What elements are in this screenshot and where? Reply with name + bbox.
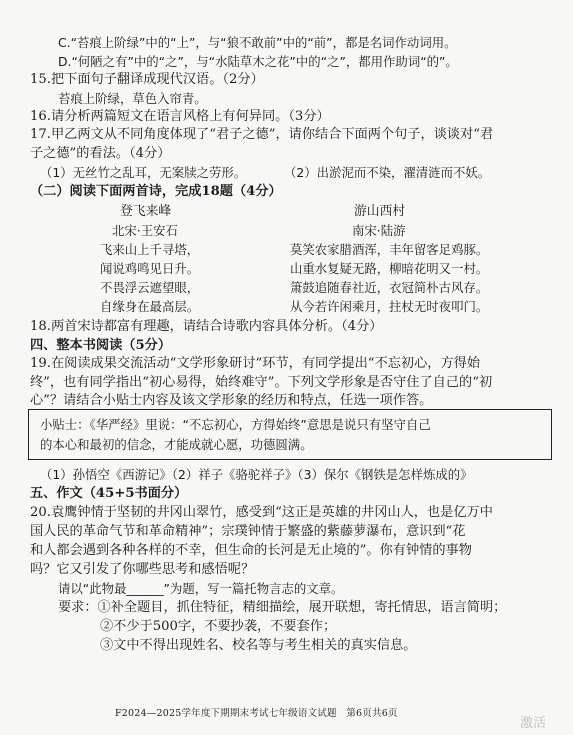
poem-2-line: 莫笑农家腊酒浑，丰年留客足鸡豚。	[290, 242, 489, 257]
poem-2-line: 从今若许闲乘月，拄杖无时夜叩门。	[290, 299, 489, 314]
title-suffix: ”为题，写一篇托物言志的文章。	[163, 581, 344, 596]
poem-2-title: 游山西村	[354, 204, 406, 219]
question-17-line2: 子之德”的看法。（4分）	[30, 146, 171, 161]
question-20-title-prompt	[58, 580, 343, 597]
option-c: C.“苔痕上阶绿”中的“上”，与“狼不敢前”中的“前”，都是名词作动词用。	[58, 35, 457, 50]
question-20-line2: 国人民的革命气节和革命精神”；宗璞钟情于繁盛的紫藤萝瀑布，意识到“花	[30, 524, 466, 539]
poem-2-author: 南宋·陆游	[352, 223, 406, 238]
title-prefix: 请以“此物最	[58, 581, 127, 596]
question-19-options: （1）孙悟空《西游记》（2）祥子《骆驼祥子》（3）保尔《钢铁是怎样炼成的》	[40, 467, 473, 482]
poem-2-line: 山重水复疑无路，柳暗花明又一村。	[290, 261, 489, 276]
question-19-line3: 心”？请结合小贴士内容及该文学形象的经历和特点，任选一项作答。	[30, 393, 433, 408]
poem-1-line: 飞来山上千寻塔，	[100, 242, 200, 257]
question-18: 18.两首宋诗都富有理趣，请结合诗歌内容具体分析。（4分）	[30, 319, 383, 334]
watermark: 激活	[520, 716, 547, 731]
question-15-sentence: 苔痕上阶绿，草色入帘青。	[58, 91, 207, 106]
tip-line1: 小贴士：《华严经》里说：“不忘初心，方得始终”意思是说只有坚守自己	[40, 417, 431, 432]
tip-line2: 的本心和最初的信念，才能成就心愿，功德圆满。	[40, 437, 313, 452]
question-19-line1: 19.在阅读成果交流活动“文学形象研讨”环节，有同学提出“不忘初心，方得始	[30, 356, 481, 371]
poem-1	[100, 202, 199, 316]
requirement-2: ②不少于500字，不要抄袭，不要套作；	[100, 619, 337, 634]
question-16: 16.请分析两篇短文在语言风格上有何异同。（3分）	[30, 109, 330, 124]
question-19-line2: 终”，也有同学指出“初心易得，始终难守”。下列文学形象是否守住了自己的“初	[30, 375, 493, 390]
poem-1-author: 北宋·王安石	[112, 223, 178, 238]
requirement-1: 要求：①补全题目，抓住特征，精细描绘，展开联想，寄托情思，语言简明；	[58, 600, 507, 615]
section-2-heading: （二）阅读下面两首诗，完成18题（4分）	[30, 184, 282, 199]
question-17-sentence1: （1）无丝竹之乱耳，无案牍之劳形。	[40, 165, 247, 180]
poem-2	[290, 202, 488, 316]
poem-1-line: 闻说鸡鸣见日升。	[100, 261, 200, 276]
poem-1-line: 自缘身在最高层。	[100, 299, 200, 314]
title-blank: ______	[126, 581, 164, 596]
option-d: D.“何陋之有”中的“之”，与“水陆草木之花”中的“之”，都用作助词“的”。	[58, 54, 458, 69]
question-20-line1: 20.袁鹰钟情于坚韧的井冈山翠竹，感受到“这正是英雄的井冈山人，也是亿万中	[30, 505, 493, 520]
question-20-line3: 和人都会遇到各种各样的不幸，但生命的长河是无止境的”。你有钟情的事物	[30, 543, 472, 558]
section-4-heading: 四、整本书阅读（5分）	[30, 338, 172, 353]
question-17-sentence2: （2）出淤泥而不染，濯清涟而不妖。	[284, 165, 491, 180]
question-17-line1: 17.甲乙两文从不同角度体现了“君子之德”，请你结合下面两个句子，谈谈对“君	[30, 127, 494, 142]
question-15: 15.把下面句子翻译成现代汉语。（2分）	[30, 72, 264, 87]
page-footer: F2024—2025学年度下期期末考试七年级语文试题 第6页共6页	[115, 708, 398, 719]
section-5-heading: 五、作文（45+5书面分）	[30, 486, 188, 501]
poem-1-line: 不畏浮云遮望眼，	[100, 280, 200, 295]
requirement-3: ③文中不得出现姓名、校名等与考生相关的真实信息。	[100, 638, 417, 653]
question-20-line4: 吗？它又引发了你哪些思考和感悟呢？	[30, 562, 255, 577]
poem-2-line: 箫鼓追随春社近，衣冠简朴古风存。	[290, 280, 489, 295]
poem-1-title: 登飞来峰	[120, 204, 172, 219]
